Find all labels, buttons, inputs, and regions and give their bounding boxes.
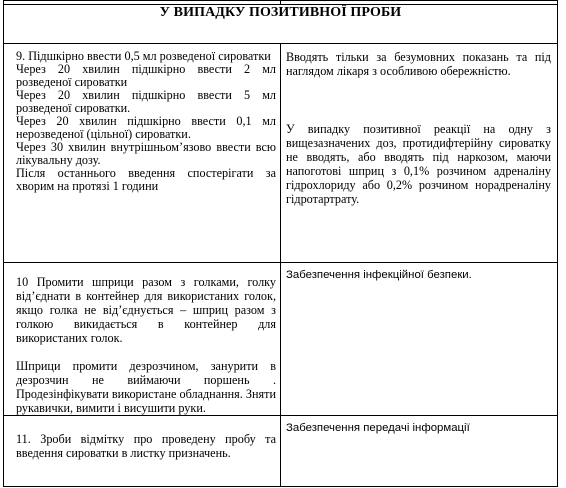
rationale-cell	[281, 44, 558, 263]
step-text: 10 Промити шприци разом з голками, голку від’єднати в контейнер для використаних голок, якщо голка не від’єднується – шприц разом з голкою викидається в контейнер для використаних голок.	[16, 275, 276, 345]
step-cell	[4, 416, 281, 487]
step-text: Через 20 хвилин підшкірно ввести 2 мл розведеної сироватки	[16, 62, 276, 89]
step-text: Через 20 хвилин підшкірно ввести 5 мл розведеної сироватки.	[16, 88, 276, 115]
table-row	[4, 416, 558, 487]
step-text: Шприци промити дезрозчином, занурити в дезрозчин не виймаючи поршень . Продезінфікувати використане обладнання. Зняти рукавички, вимити і висушити руки.	[16, 359, 276, 415]
rationale-text: У випадку позитивної реакції на одну з вищезазначених доз, протидифтерійну сироватку не вводять, або вводять під наркозом, маючи напоготові шприц з 0,1% розчином адреналіну гідрохлориду або 0,2% розчином норадреналіну гідротартрату.	[286, 122, 551, 206]
step-text: Після останнього введення спостерігати за хворим на протязі 1 години	[16, 166, 276, 193]
procedure-table	[3, 0, 558, 487]
rationale-text: Забезпечення інфекційної безпеки.	[286, 269, 472, 281]
step-text: Через 20 хвилин підшкірно ввести 0,1 мл нерозведеної (цільної) сироватки.	[16, 114, 276, 141]
rationale-text: Забезпечення передачі інформації	[286, 422, 470, 434]
table-row	[4, 263, 558, 416]
step-cell	[4, 263, 281, 416]
step-text: 9. Підшкірно ввести 0,5 мл розведеної сироватки	[16, 49, 271, 63]
table-row	[4, 44, 558, 263]
step-text: Через 30 хвилин внутрішньом’язово ввести всю лікувальну дозу.	[16, 140, 276, 167]
section-header: У ВИПАДКУ ПОЗИТИВНОЇ ПРОБИ	[4, 5, 558, 44]
rationale-text: Вводять тільки за безумовних показань та під наглядом лікаря з особливою обережністю.	[286, 50, 551, 78]
rationale-cell	[281, 263, 558, 416]
rationale-cell	[281, 416, 558, 487]
step-cell	[4, 44, 281, 263]
step-text: 11. Зроби відмітку про проведену пробу та введення сироватки в листку призначень.	[16, 432, 276, 460]
